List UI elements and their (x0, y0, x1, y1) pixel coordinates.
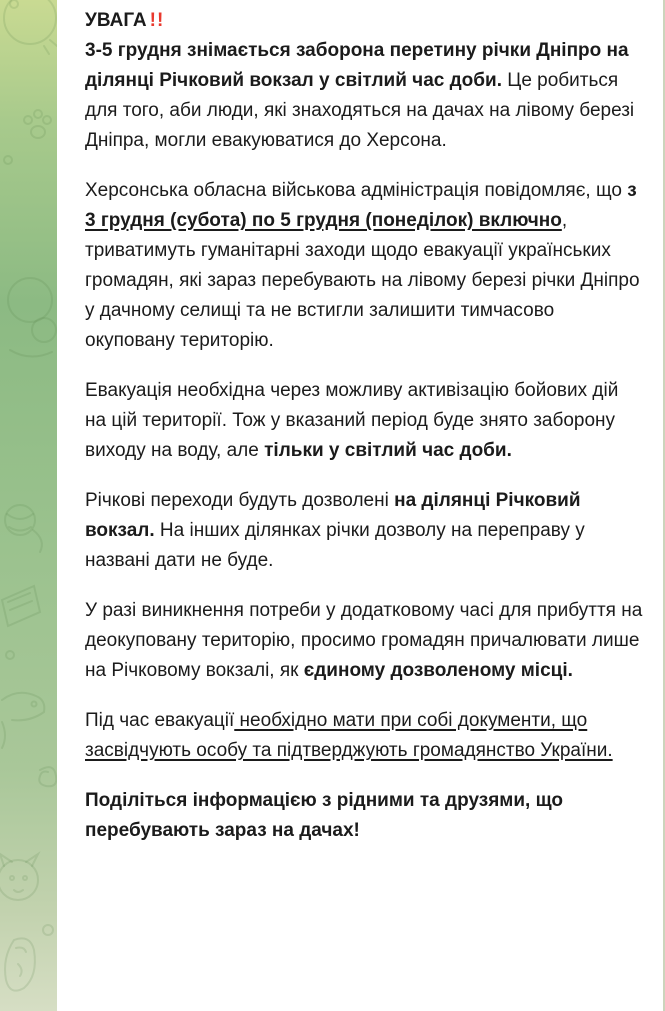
text-run: необхідно мати при собі документи, що засвідчують особу та підтверджують громадянство України. (85, 710, 613, 761)
spiral-doodle (39, 767, 56, 786)
text-run: 3 грудня (субота) по 5 грудня (понеділок) включно (85, 210, 562, 231)
text-run: єдиному дозволеному місці. (303, 660, 573, 681)
text-run: У разі виникнення потреби у додатковому часі для прибуття на деокуповану територію, просимо громадян причалювати лише на Річковому вокзалі, як (85, 600, 643, 681)
sock-doodle (5, 938, 35, 990)
chat-background-pattern (0, 0, 57, 1011)
text-run: На інших ділянках річки дозволу на переправу у названі дати не буде. (85, 520, 585, 571)
paw-print-doodle (24, 110, 51, 138)
text-run: тільки у світлий час доби. (264, 440, 512, 461)
doodle-pattern-svg (0, 0, 57, 1011)
text-run: на ділянці Річковий вокзал. (85, 490, 581, 541)
yarn-ball-doodle (5, 505, 42, 552)
message-paragraph (85, 786, 643, 846)
message-bubble (57, 0, 665, 1011)
dot-doodle (4, 156, 12, 164)
text-run: УВАГА (85, 10, 147, 31)
message-paragraph (85, 706, 643, 766)
text-run: Херсонська обласна військова адміністрація повідомляє, що (85, 180, 628, 201)
sleeping-cat-doodle (8, 278, 56, 357)
cat-face-bottom-doodle (0, 854, 38, 900)
message-paragraph (85, 176, 643, 356)
newspaper-doodle (2, 586, 40, 626)
text-run: Поділіться інформацією з рідними та друзями, що перебувають зараз на дачах! (85, 790, 563, 841)
message-paragraph (85, 376, 643, 466)
message-text (85, 6, 643, 846)
text-run: Під час евакуації (85, 710, 235, 731)
text-run: Евакуація необхідна через можливу активізацію бойових дій на цій території. Тож у вказаний період буде знято заборону виходу на воду, але (85, 380, 619, 461)
message-paragraph (85, 486, 643, 576)
text-run: Річкові переходи будуть дозволені (85, 490, 395, 511)
message-paragraph (85, 596, 643, 686)
text-run: триватимуть гуманітарні заходи щодо евакуації українських громадян, які зараз перебувають на лівому березі річки Дніпро у дачному селищі та не встигли залишити тимчасово окуповану територію. (85, 240, 640, 351)
text-run: 3-5 грудня знімається заборона перетину річки Дніпро на ділянці Річковий вокзал у світлий час доби. (85, 40, 629, 91)
text-run: з (627, 180, 637, 201)
double-exclamation-emoji: !! (149, 10, 165, 31)
text-run: Це робиться для того, аби люди, які знаходяться на дачах на лівому березі Дніпра, могли евакуюватися до Херсона. (85, 70, 635, 151)
text-run: , (561, 210, 568, 231)
dog-head-doodle (2, 693, 44, 748)
message-paragraph (85, 6, 643, 156)
